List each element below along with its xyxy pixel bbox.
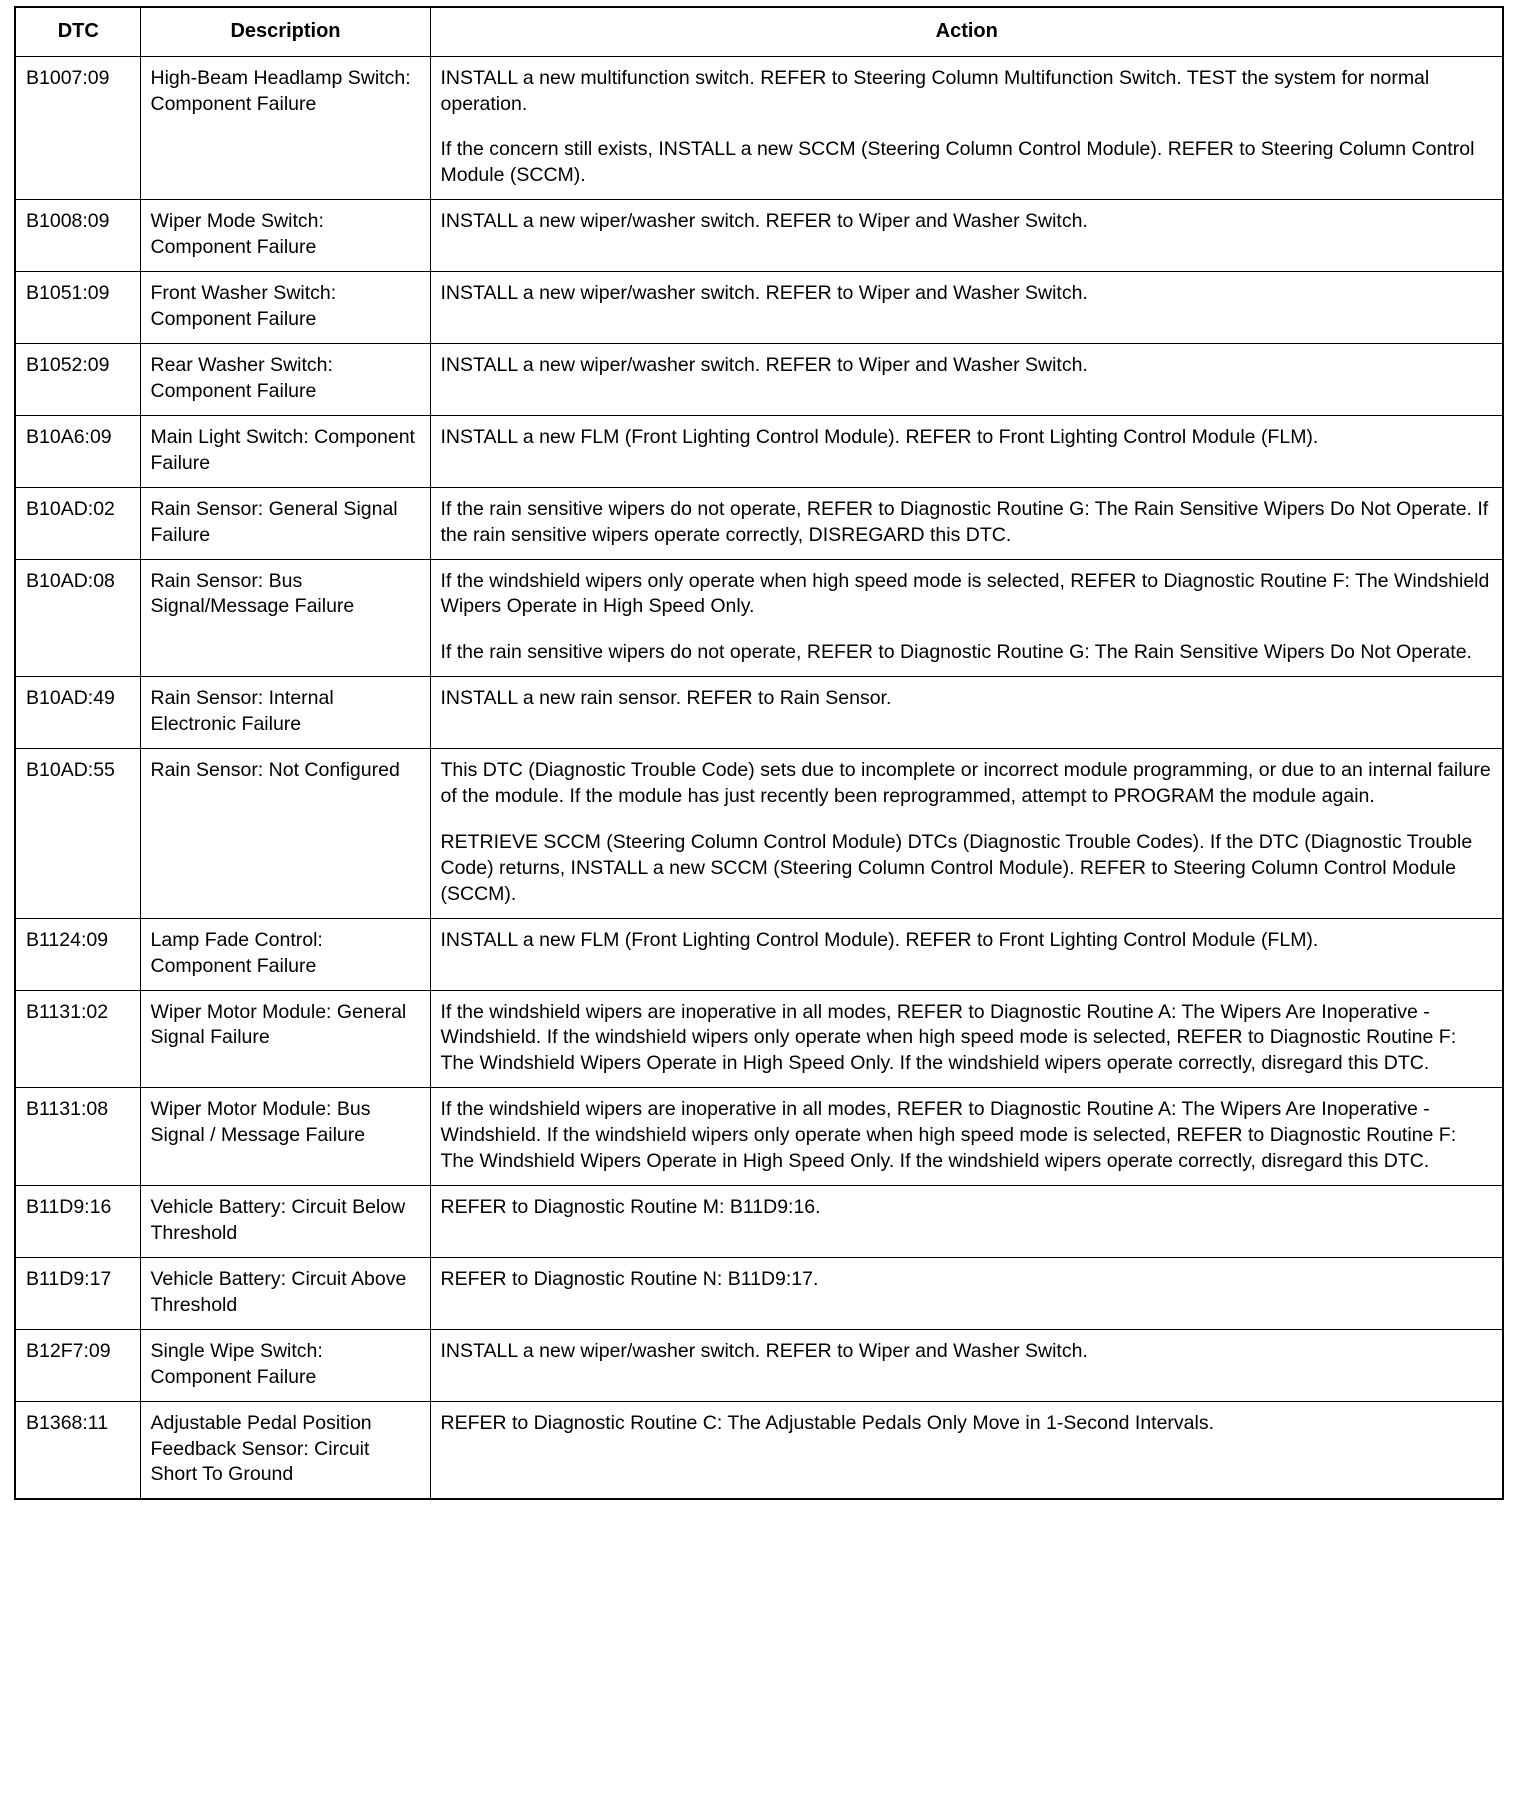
- cell-dtc: B11D9:17: [15, 1257, 140, 1329]
- action-paragraph: If the windshield wipers only operate when high speed mode is selected, REFER to Diagnostic Routine F: The Windshield Wipers Operate in High Speed Only.: [440, 569, 1490, 618]
- table-row: [15, 749, 1503, 919]
- column-header-action: Action: [430, 7, 1503, 56]
- table-header: [15, 7, 1503, 56]
- cell-description: Front Washer Switch: Component Failure: [140, 272, 430, 344]
- cell-dtc: B10AD:55: [15, 749, 140, 919]
- cell-action: [430, 272, 1503, 344]
- cell-description: Adjustable Pedal Position Feedback Sensor: Circuit Short To Ground: [140, 1401, 430, 1499]
- cell-action: [430, 1257, 1503, 1329]
- cell-description: Main Light Switch: Component Failure: [140, 415, 430, 487]
- table-row: [15, 56, 1503, 200]
- cell-dtc: B1131:02: [15, 990, 140, 1088]
- cell-action: [430, 990, 1503, 1088]
- table-row: [15, 1257, 1503, 1329]
- action-paragraph: INSTALL a new FLM (Front Lighting Control Module). REFER to Front Lighting Control Module (FLM).: [440, 928, 1319, 951]
- cell-dtc: B1131:08: [15, 1088, 140, 1186]
- cell-action: [430, 1329, 1503, 1401]
- column-header-description: Description: [140, 7, 430, 56]
- table-row: [15, 990, 1503, 1088]
- table-row: [15, 1329, 1503, 1401]
- cell-action: [430, 1186, 1503, 1258]
- action-paragraph: INSTALL a new rain sensor. REFER to Rain Sensor.: [440, 687, 892, 710]
- action-paragraph: INSTALL a new wiper/washer switch. REFER to Wiper and Washer Switch.: [440, 282, 1088, 305]
- action-paragraph: INSTALL a new wiper/washer switch. REFER to Wiper and Washer Switch.: [440, 210, 1088, 233]
- table-header-row: [15, 7, 1503, 56]
- cell-description: Rain Sensor: Internal Electronic Failure: [140, 677, 430, 749]
- table-row: [15, 200, 1503, 272]
- cell-action: [430, 559, 1503, 677]
- cell-dtc: B1008:09: [15, 200, 140, 272]
- cell-description: Lamp Fade Control: Component Failure: [140, 918, 430, 990]
- cell-dtc: B10AD:49: [15, 677, 140, 749]
- action-paragraph: INSTALL a new wiper/washer switch. REFER to Wiper and Washer Switch.: [440, 1339, 1088, 1362]
- cell-action: [430, 918, 1503, 990]
- column-header-dtc: DTC: [15, 7, 140, 56]
- cell-dtc: B11D9:16: [15, 1186, 140, 1258]
- cell-action: [430, 415, 1503, 487]
- table-row: [15, 343, 1503, 415]
- action-paragraph: INSTALL a new FLM (Front Lighting Control Module). REFER to Front Lighting Control Module (FLM).: [440, 425, 1319, 448]
- table-row: [15, 487, 1503, 559]
- cell-action: [430, 1088, 1503, 1186]
- cell-description: High-Beam Headlamp Switch: Component Failure: [140, 56, 430, 200]
- table-row: [15, 559, 1503, 677]
- action-paragraph: RETRIEVE SCCM (Steering Column Control Module) DTCs (Diagnostic Trouble Codes). If the DTC (Diagnostic Trouble Code) returns, INSTALL a new SCCM (Steering Column Control Module). REFER to Steering Column Control Module (SCCM).: [440, 830, 1473, 905]
- cell-description: Rain Sensor: General Signal Failure: [140, 487, 430, 559]
- cell-dtc: B1007:09: [15, 56, 140, 200]
- action-paragraph: INSTALL a new multifunction switch. REFER to Steering Column Multifunction Switch. TEST the system for normal operation.: [440, 66, 1430, 115]
- action-paragraph: If the rain sensitive wipers do not operate, REFER to Diagnostic Routine G: The Rain Sensitive Wipers Do Not Operate.: [440, 641, 1472, 664]
- action-paragraph: If the windshield wipers are inoperative in all modes, REFER to Diagnostic Routine A: The Wipers Are Inoperative - Windshield. If the windshield wipers only operate when high speed mode is selected, REFER to Diagnostic Routine F: The Windshield Wipers Operate in High Speed Only. If the windshield wipers operate correctly, disregard this DTC.: [440, 1098, 1457, 1173]
- table-row: [15, 1186, 1503, 1258]
- table-row: [15, 415, 1503, 487]
- table-body: [15, 56, 1503, 1499]
- table-row: [15, 272, 1503, 344]
- cell-description: Wiper Motor Module: Bus Signal / Message Failure: [140, 1088, 430, 1186]
- cell-dtc: B1052:09: [15, 343, 140, 415]
- cell-description: Rain Sensor: Bus Signal/Message Failure: [140, 559, 430, 677]
- cell-action: [430, 749, 1503, 919]
- cell-description: Wiper Motor Module: General Signal Failure: [140, 990, 430, 1088]
- table-row: [15, 1401, 1503, 1499]
- action-paragraph: INSTALL a new wiper/washer switch. REFER to Wiper and Washer Switch.: [440, 353, 1088, 376]
- cell-dtc: B10A6:09: [15, 415, 140, 487]
- cell-dtc: B10AD:08: [15, 559, 140, 677]
- cell-action: [430, 200, 1503, 272]
- cell-action: [430, 487, 1503, 559]
- cell-description: Single Wipe Switch: Component Failure: [140, 1329, 430, 1401]
- table-row: [15, 677, 1503, 749]
- cell-description: Rain Sensor: Not Configured: [140, 749, 430, 919]
- cell-description: Rear Washer Switch: Component Failure: [140, 343, 430, 415]
- action-paragraph: This DTC (Diagnostic Trouble Code) sets due to incomplete or incorrect module programming, or due to an internal failure of the module. If the module has just recently been reprogrammed, attempt to PROGRAM the module again.: [440, 759, 1491, 808]
- cell-action: [430, 343, 1503, 415]
- table-row: [15, 1088, 1503, 1186]
- action-paragraph: REFER to Diagnostic Routine M: B11D9:16.: [440, 1196, 821, 1219]
- dtc-action-table: [14, 6, 1504, 1500]
- action-paragraph: If the rain sensitive wipers do not operate, REFER to Diagnostic Routine G: The Rain Sensitive Wipers Do Not Operate. If the rain sensitive wipers operate correctly, DISREGARD this DTC.: [440, 497, 1489, 546]
- action-paragraph: REFER to Diagnostic Routine N: B11D9:17.: [440, 1267, 819, 1290]
- action-paragraph: REFER to Diagnostic Routine C: The Adjustable Pedals Only Move in 1-Second Intervals.: [440, 1411, 1215, 1434]
- cell-description: Wiper Mode Switch: Component Failure: [140, 200, 430, 272]
- cell-dtc: B1051:09: [15, 272, 140, 344]
- cell-action: [430, 677, 1503, 749]
- cell-action: [430, 1401, 1503, 1499]
- cell-description: Vehicle Battery: Circuit Above Threshold: [140, 1257, 430, 1329]
- cell-dtc: B12F7:09: [15, 1329, 140, 1401]
- cell-description: Vehicle Battery: Circuit Below Threshold: [140, 1186, 430, 1258]
- table-row: [15, 918, 1503, 990]
- cell-action: [430, 56, 1503, 200]
- cell-dtc: B1124:09: [15, 918, 140, 990]
- action-paragraph: If the windshield wipers are inoperative in all modes, REFER to Diagnostic Routine A: The Wipers Are Inoperative - Windshield. If the windshield wipers only operate when high speed mode is selected, REFER to Diagnostic Routine F: The Windshield Wipers Operate in High Speed Only. If the windshield wipers operate correctly, disregard this DTC.: [440, 1000, 1457, 1075]
- cell-dtc: B10AD:02: [15, 487, 140, 559]
- action-paragraph: If the concern still exists, INSTALL a new SCCM (Steering Column Control Module). REFER to Steering Column Control Module (SCCM).: [440, 138, 1475, 187]
- cell-dtc: B1368:11: [15, 1401, 140, 1499]
